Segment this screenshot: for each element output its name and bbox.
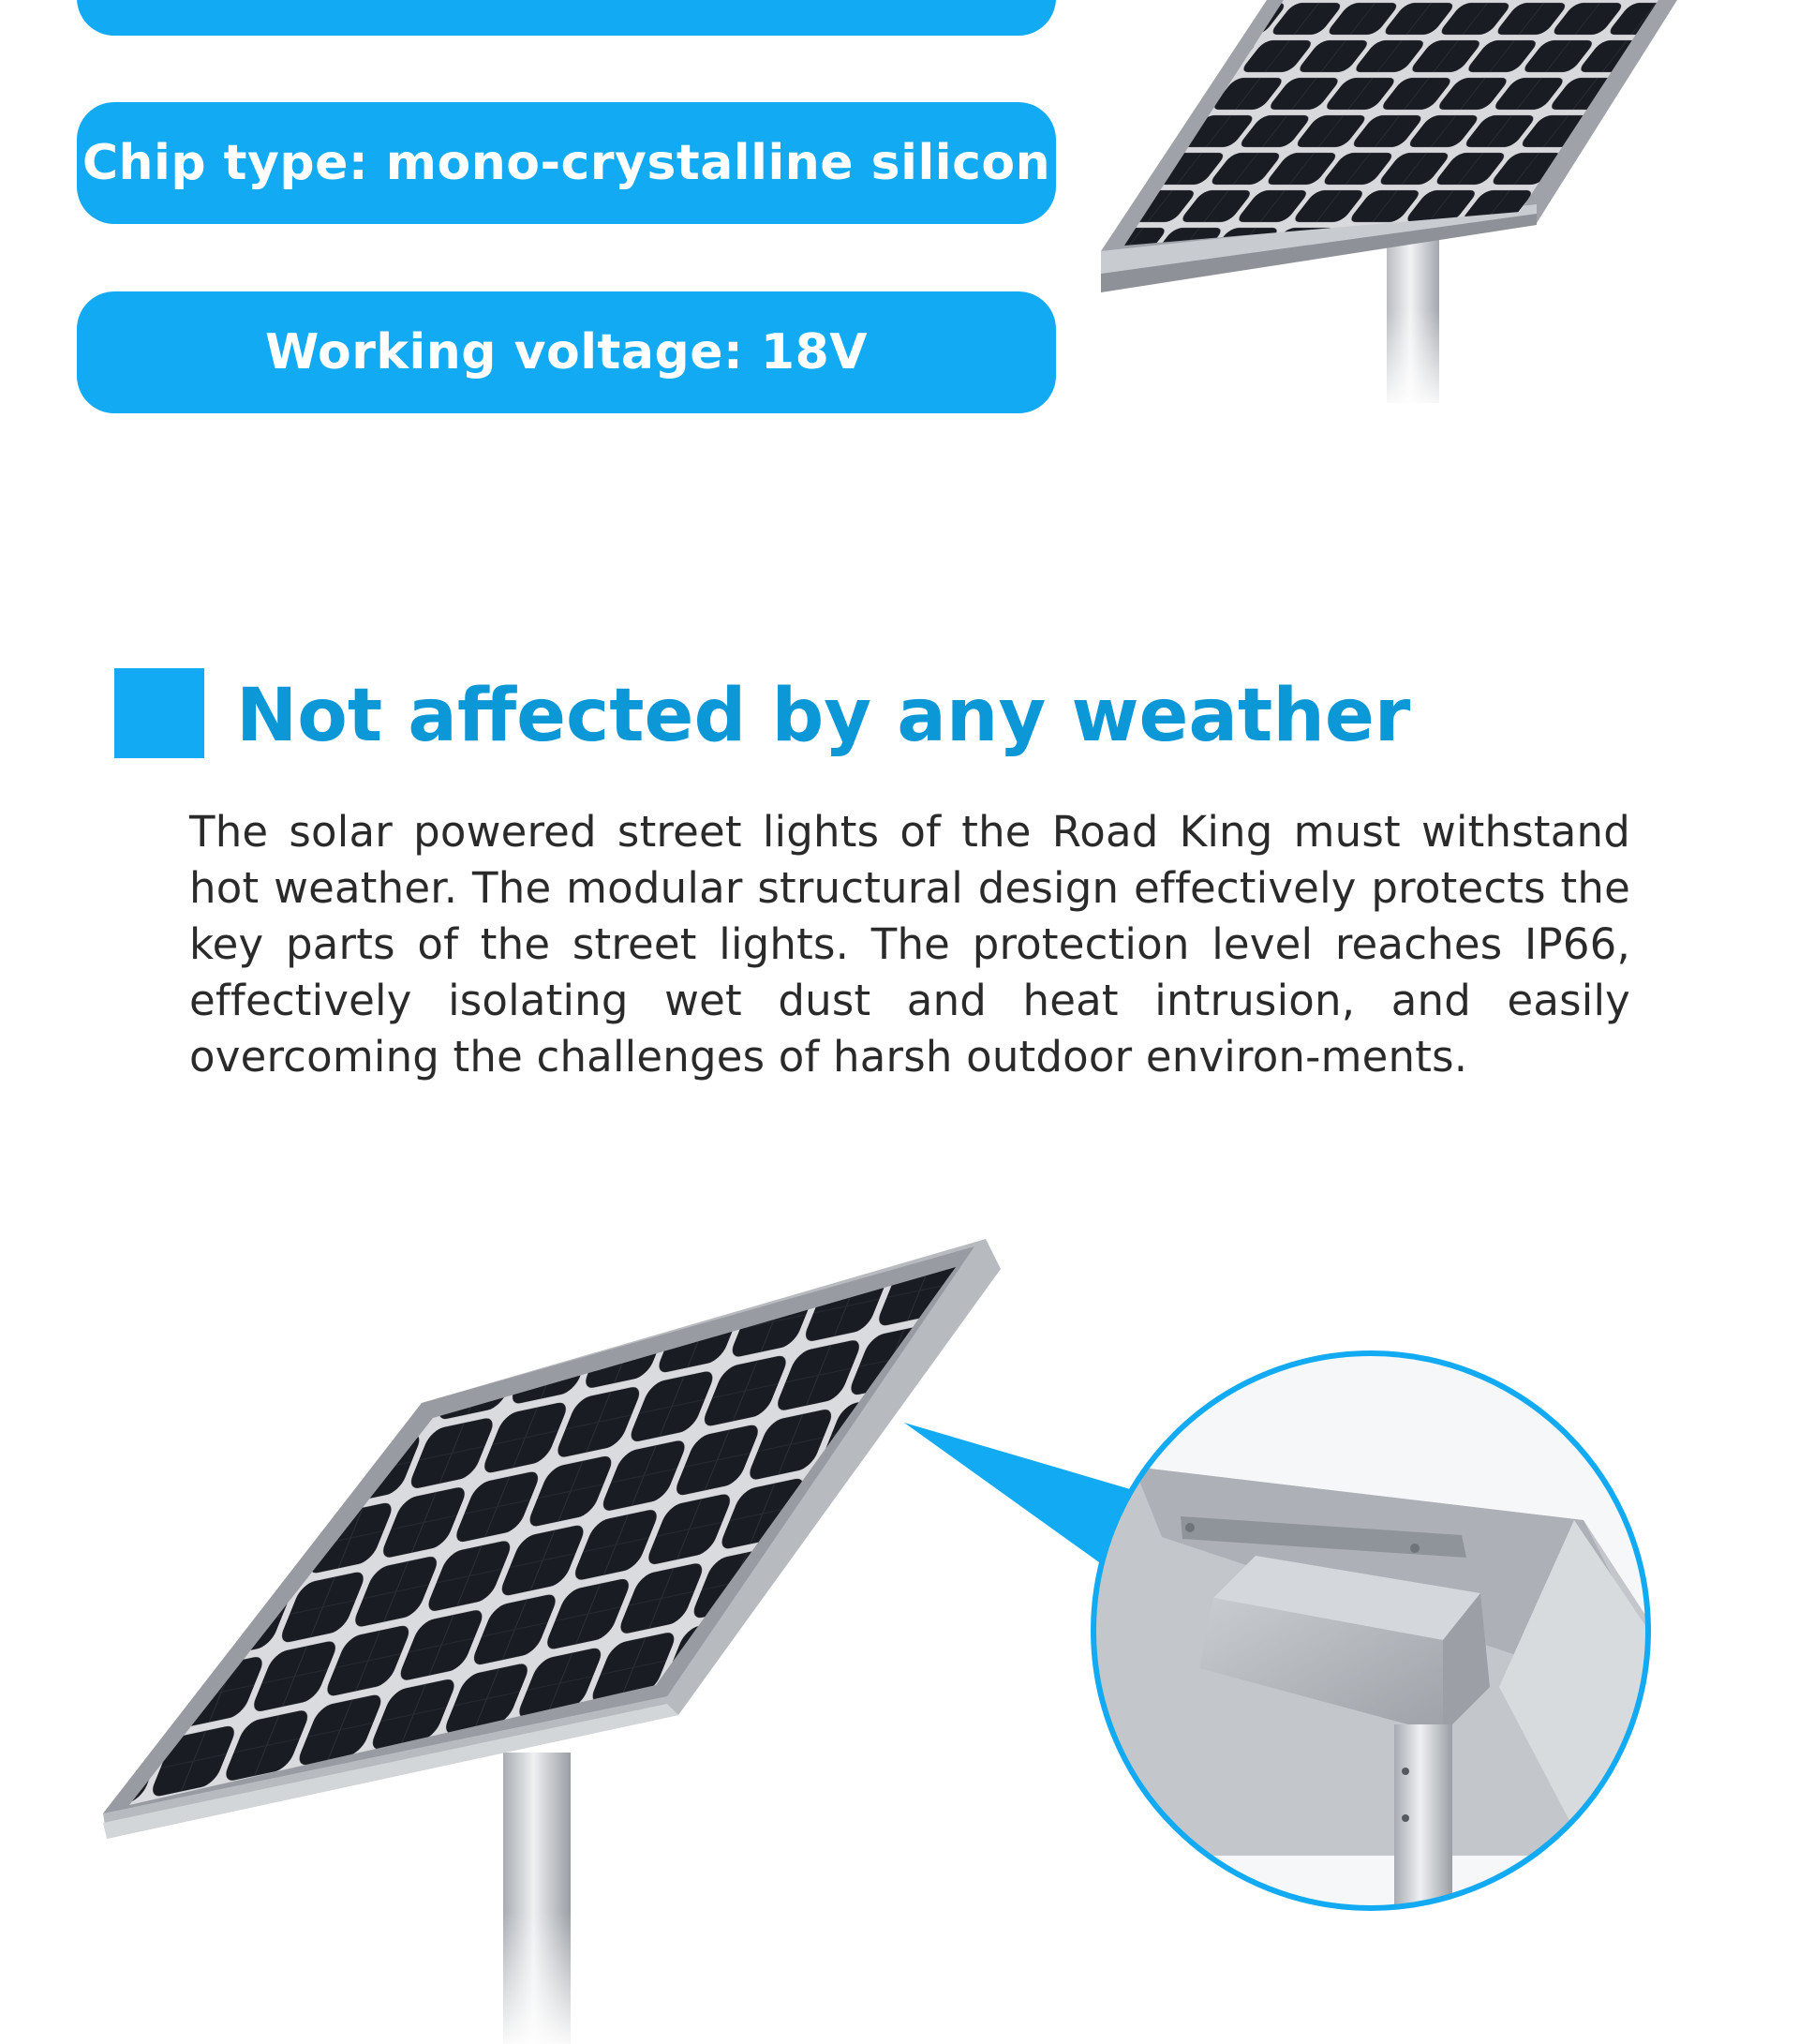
section-title: Not affected by any weather xyxy=(236,674,1411,758)
section-marker-square xyxy=(114,668,204,758)
chip-type-label: Chip type: mono-crystalline silicon xyxy=(82,135,1051,191)
working-voltage-label: Working voltage: 18V xyxy=(264,324,868,380)
section-body-text: The solar powered street lights of the Road King must withstand hot weather. The modular structural design effectively protects the key parts of the street lights. The protection level reaches IP66, effectively isolating wet dust and heat intrusion, and easily overcoming the challenges of harsh outdoor environ-ments. xyxy=(189,807,1630,1082)
solar-panel-top-image xyxy=(0,0,1799,422)
